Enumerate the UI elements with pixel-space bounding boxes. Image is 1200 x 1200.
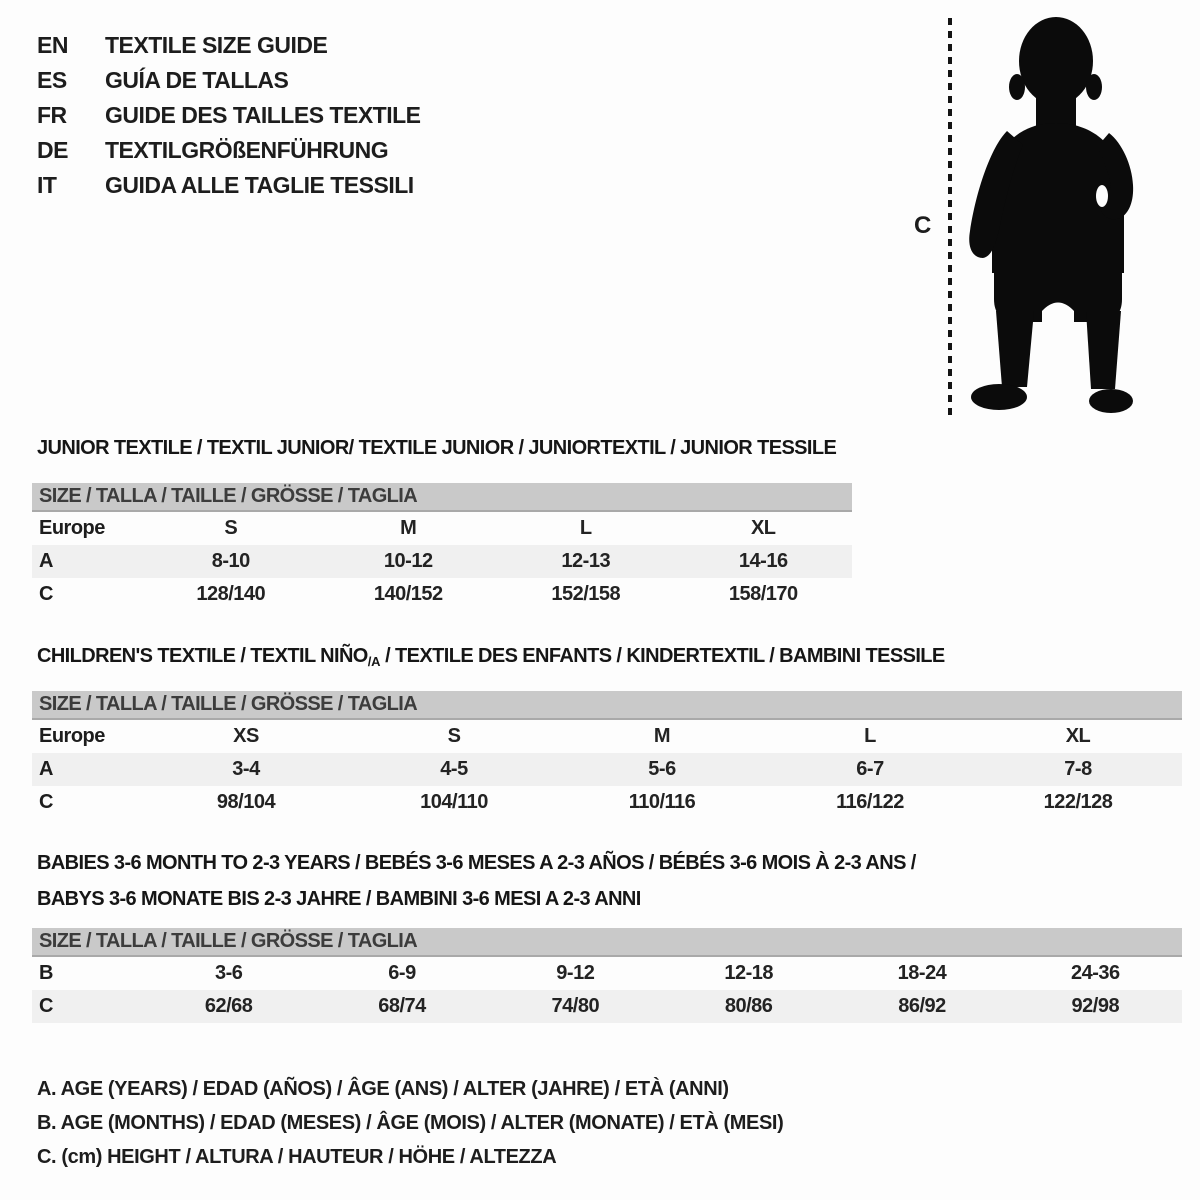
language-title: TEXTILE SIZE GUIDE <box>105 32 328 58</box>
section-title-junior: JUNIOR TEXTILE / TEXTIL JUNIOR/ TEXTILE JUNIOR / JUNIORTEXTIL / JUNIOR TESSILE <box>37 437 837 459</box>
height-measure-label: C <box>914 212 931 239</box>
cell-value: L <box>579 517 592 539</box>
section-title-children <box>37 644 945 670</box>
language-row-en <box>37 28 421 63</box>
height-measure-line <box>948 18 952 416</box>
cell-value: 80/86 <box>724 995 773 1017</box>
language-code: EN <box>37 32 68 58</box>
cell-value: 12-18 <box>724 962 773 984</box>
cell-value: 104/110 <box>420 791 488 813</box>
cell-value: 12-13 <box>561 550 611 572</box>
cell-value: 4-5 <box>440 758 468 780</box>
cell-value: 10-12 <box>383 550 433 572</box>
cell-value: 74/80 <box>551 995 600 1017</box>
table-row-c <box>32 578 852 611</box>
language-code: ES <box>37 67 67 93</box>
language-list <box>37 28 421 203</box>
cell-value: 116/122 <box>836 791 904 813</box>
junior-size-table <box>32 483 852 611</box>
cell-value: 62/68 <box>204 995 253 1017</box>
babies-size-table <box>32 928 1182 1023</box>
cell-value: 122/128 <box>1043 791 1113 813</box>
cell-value: S <box>447 725 461 747</box>
language-row-de <box>37 133 421 168</box>
language-row-es <box>37 63 421 98</box>
language-title: GUIDA ALLE TAGLIE TESSILI <box>105 172 414 198</box>
cell-value: 3-6 <box>214 962 243 984</box>
cell-value: 86/92 <box>898 995 946 1017</box>
cell-value: M <box>400 517 417 539</box>
language-code: FR <box>37 102 67 128</box>
row-label: C <box>39 583 53 605</box>
section-title-children-suffix: / TEXTILE DES ENFANTS / KINDERTEXTIL / BAMBINI TESSILE <box>380 645 945 667</box>
table-size-header: SIZE / TALLA / TAILLE / GRÖSSE / TAGLIA <box>32 483 852 512</box>
children-size-table <box>32 691 1182 819</box>
cell-value: 5-6 <box>648 758 676 780</box>
section-title-children-sub: /A <box>367 654 381 669</box>
table-row-c <box>32 786 1182 819</box>
language-code: DE <box>37 137 68 163</box>
row-label: Europe <box>39 725 105 747</box>
table-row-c <box>32 990 1182 1023</box>
table-size-header: SIZE / TALLA / TAILLE / GRÖSSE / TAGLIA <box>32 928 1182 957</box>
legend-line-c: C. (cm) HEIGHT / ALTURA / HAUTEUR / HÖHE / ALTEZZA <box>37 1146 557 1168</box>
cell-value: 24-36 <box>1070 962 1120 984</box>
table-size-header: SIZE / TALLA / TAILLE / GRÖSSE / TAGLIA <box>32 691 1182 720</box>
cell-value: 128/140 <box>196 583 266 605</box>
section-title-children-prefix: CHILDREN'S TEXTILE / TEXTIL NIÑO <box>37 645 368 667</box>
table-row-a <box>32 545 852 578</box>
cell-value: 92/98 <box>1071 995 1120 1017</box>
cell-value: 6-9 <box>388 962 416 984</box>
cell-value: 6-7 <box>856 758 884 780</box>
cell-value: 158/170 <box>728 583 798 605</box>
section-title-babies-line2: BABYS 3-6 MONATE BIS 2-3 JAHRE / BAMBINI 3-6 MESI A 2-3 ANNI <box>37 888 641 910</box>
cell-value: 110/116 <box>628 791 696 813</box>
table-row-europe <box>32 720 1182 753</box>
cell-value: S <box>224 517 238 539</box>
language-title: GUÍA DE TALLAS <box>105 67 289 93</box>
table-row-b <box>32 957 1182 990</box>
row-label: B <box>39 962 53 984</box>
language-row-fr <box>37 98 421 133</box>
cell-value: M <box>653 725 671 747</box>
cell-value: XL <box>1065 725 1091 747</box>
row-label: A <box>39 758 53 780</box>
toddler-silhouette-icon <box>963 15 1155 421</box>
row-label: A <box>39 550 53 572</box>
cell-value: 152/158 <box>551 583 621 605</box>
legend <box>37 1072 783 1174</box>
row-label: C <box>39 791 53 813</box>
language-title: GUIDE DES TAILLES TEXTILE <box>105 102 421 128</box>
cell-value: 9-12 <box>556 962 595 984</box>
cell-value: 98/104 <box>216 791 276 813</box>
cell-value: XS <box>233 725 259 747</box>
cell-value: 18-24 <box>897 962 947 984</box>
row-label: C <box>39 995 53 1017</box>
cell-value: 7-8 <box>1064 758 1092 780</box>
section-title-babies-line1: BABIES 3-6 MONTH TO 2-3 YEARS / BEBÉS 3-6 MESES A 2-3 AÑOS / BÉBÉS 3-6 MOIS À 2-3 ANS / <box>37 852 916 874</box>
table-row-a <box>32 753 1182 786</box>
cell-value: L <box>864 725 876 747</box>
cell-value: 8-10 <box>211 550 250 572</box>
cell-value: 3-4 <box>232 758 260 780</box>
cell-value: XL <box>750 517 776 539</box>
language-title: TEXTILGRÖßENFÜHRUNG <box>105 137 389 163</box>
row-label: Europe <box>39 517 105 539</box>
legend-line-a: A. AGE (YEARS) / EDAD (AÑOS) / ÂGE (ANS) / ALTER (JAHRE) / ETÀ (ANNI) <box>37 1078 729 1100</box>
language-row-it <box>37 168 421 203</box>
table-row-europe <box>32 512 852 545</box>
cell-value: 14-16 <box>738 550 788 572</box>
legend-line-b: B. AGE (MONTHS) / EDAD (MESES) / ÂGE (MOIS) / ALTER (MONATE) / ETÀ (MESI) <box>37 1112 784 1134</box>
cell-value: 68/74 <box>378 995 426 1017</box>
language-code: IT <box>37 172 57 198</box>
cell-value: 140/152 <box>373 583 443 605</box>
